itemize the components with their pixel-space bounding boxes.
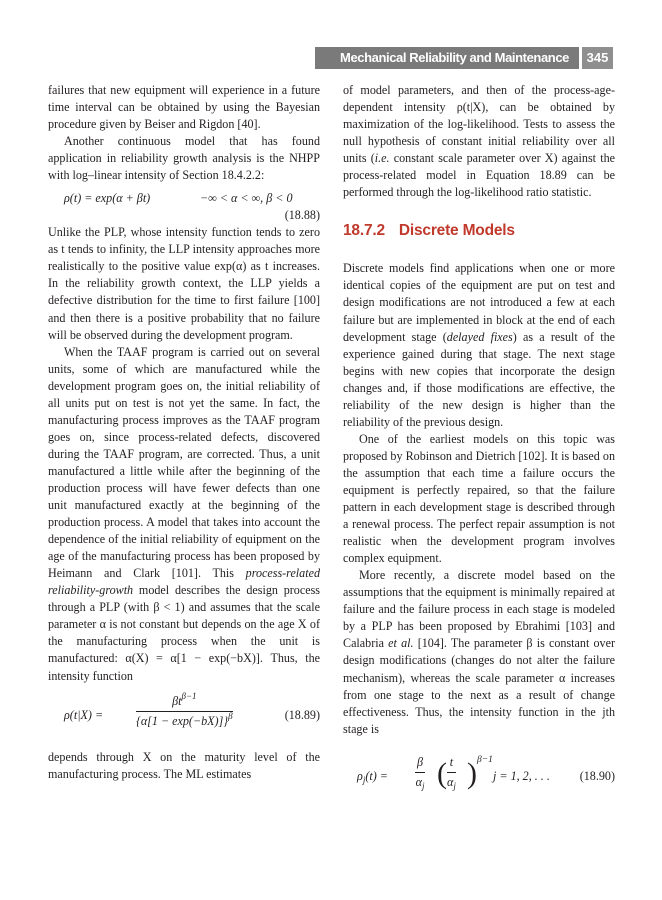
left-column — [48, 82, 320, 783]
section-title: Discrete Models — [398, 222, 515, 240]
fraction-numerator: t — [447, 754, 456, 773]
equation-lhs: ρ(t|X) = — [64, 707, 104, 722]
fraction-denominator: $\alpha_j$ — [415, 774, 425, 791]
equation-condition: j = 1, 2, . . . — [493, 768, 550, 783]
paragraph — [48, 344, 320, 685]
equation-fraction — [415, 754, 425, 791]
equation-fraction — [447, 754, 456, 791]
equation-body: ρ(t) = exp(α + βt) — [64, 191, 151, 206]
fraction-numerator: $\beta t^{\beta-1}$ — [136, 693, 233, 712]
paragraph — [343, 260, 615, 430]
text-run: More recently, a discrete model based on the assumptions that the equipment is minimally repaired at failure and the failure process in each stage is modeled by a PLP has been proposed by Ebrahimi [103] and Calabria — [343, 568, 615, 651]
running-header — [315, 47, 613, 87]
fraction-numerator: β — [415, 754, 425, 773]
paragraph: failures that new equipment will experience in a future time interval can be obtained by using the Bayesian procedure given by Beiser and Rigdon [40]. — [48, 83, 320, 132]
text-run: model describes the design process through a PLP (with β < 1) and assumes that the scale parameter α is not constant but depends on the age X of the manufacturing process when the unit is manufactured: α(X) = α[1 − exp(−bX)]. Thus, the intensity function — [48, 583, 320, 683]
paragraph: Unlike the PLP, whose intensity function tends to zero as t tends to infinity, the LLP intensity approaches more realistically to the positive value exp(α) as t increases. In the reliability growth context, the LLP yields a defective distribution for the time to first failure [100] and then there is a positive probability that no failure will be observed during the development program. — [48, 225, 320, 342]
page-number: 345 — [582, 47, 613, 69]
paren-open: ( — [437, 756, 447, 790]
text-run: Discrete models find applications when one or more identical copies of the equipment are put on test and design modifications are not introduced a few at each failure but are implemented in block at the end of each development stage ( — [343, 261, 615, 344]
equation-18-88 — [48, 190, 320, 224]
text-run: of model parameters, and then of the process-age-dependent intensity ρ(t|X), can be obtained by maximization of the log-likelihood. Tests to assess the null hypothesis of constant initial reliability over all units ( — [343, 83, 615, 166]
equation-number: (18.88) — [284, 208, 320, 223]
text-run: ) as a result of the experience gained during that stage. The next stage begins with new copies that incorporate the design changes and, if those modifications are effective, the reliability of the new design is higher than the reliability of the previous design. — [343, 329, 615, 429]
equation-lhs: $\rho_j(t)$ = — [357, 768, 388, 785]
section-number: 18.7.2 — [343, 222, 385, 240]
fraction-denominator: $\alpha_j$ — [447, 774, 456, 791]
text-run: When the TAAF program is carried out on several units, some of which are manufactured while the development program goes on, the initial reliability of all units put on test is not yet the same. In fact, the manufacturing process improves as the TAAF program goes on, since process-related defects, discovered during the TAAF program, are corrected. Thus, a unit manufactured a little while after the beginning of the production process will have fewer defects than one unit manufactured exactly at the beginning of the production process. A model that takes into account the dependence of the initial reliability of equipment on the age of the manufacturing process has been proposed by Heimann and Clark [101]. This — [48, 344, 320, 581]
right-column — [343, 82, 615, 802]
paragraph — [343, 567, 615, 737]
paragraph — [343, 82, 615, 201]
paren-close: ) — [467, 756, 477, 790]
emphasis: et al. — [388, 636, 414, 651]
equation-number: (18.90) — [579, 768, 615, 783]
paragraph: Another continuous model that has found application in reliability growth analysis is the NHPP with log–linear intensity of Section 18.4.2.2: — [48, 134, 320, 183]
equation-number: (18.89) — [284, 707, 320, 722]
emphasis: i.e. — [374, 151, 390, 166]
equation-fraction — [136, 690, 233, 730]
equation-18-89 — [48, 690, 320, 737]
section-heading — [343, 222, 615, 239]
text-run: [104]. The parameter β is constant over design modifications (changes do not alter the failure mechanism), whereas the scale parameter α increases from one stage to the next as a result of change effectiveness. Thus, the intensity function in the jth stage is — [343, 636, 615, 736]
emphasis: process-related reliability-growth — [48, 566, 320, 598]
equation-condition: −∞ < α < ∞, β < 0 — [200, 191, 293, 206]
equation-18-90 — [343, 752, 615, 802]
paragraph: One of the earliest models on this topic was proposed by Robinson and Dietrich [102]. It is based on the assumption that each time a failure occurs the equipment is perfectly repaired, so that the failure pattern in each development stage is described through a renewal process. The perfect repair assumption is not realistic when the development program involves complex equipment. — [343, 431, 615, 566]
equation-exponent: β−1 — [477, 754, 493, 765]
emphasis: delayed fixes — [446, 329, 513, 344]
paragraph: depends through X on the maturity level of the manufacturing process. The ML estimates — [48, 749, 320, 781]
text-run: constant scale parameter over X) against the process-related model in Equation 18.89 can be performed through the log-likelihood ratio statistic. — [343, 151, 615, 200]
running-header-title: Mechanical Reliability and Maintenance Models — [340, 50, 569, 87]
fraction-denominator: $\{\alpha[1 - \exp(-bX)]\}^\beta$ — [136, 710, 233, 728]
